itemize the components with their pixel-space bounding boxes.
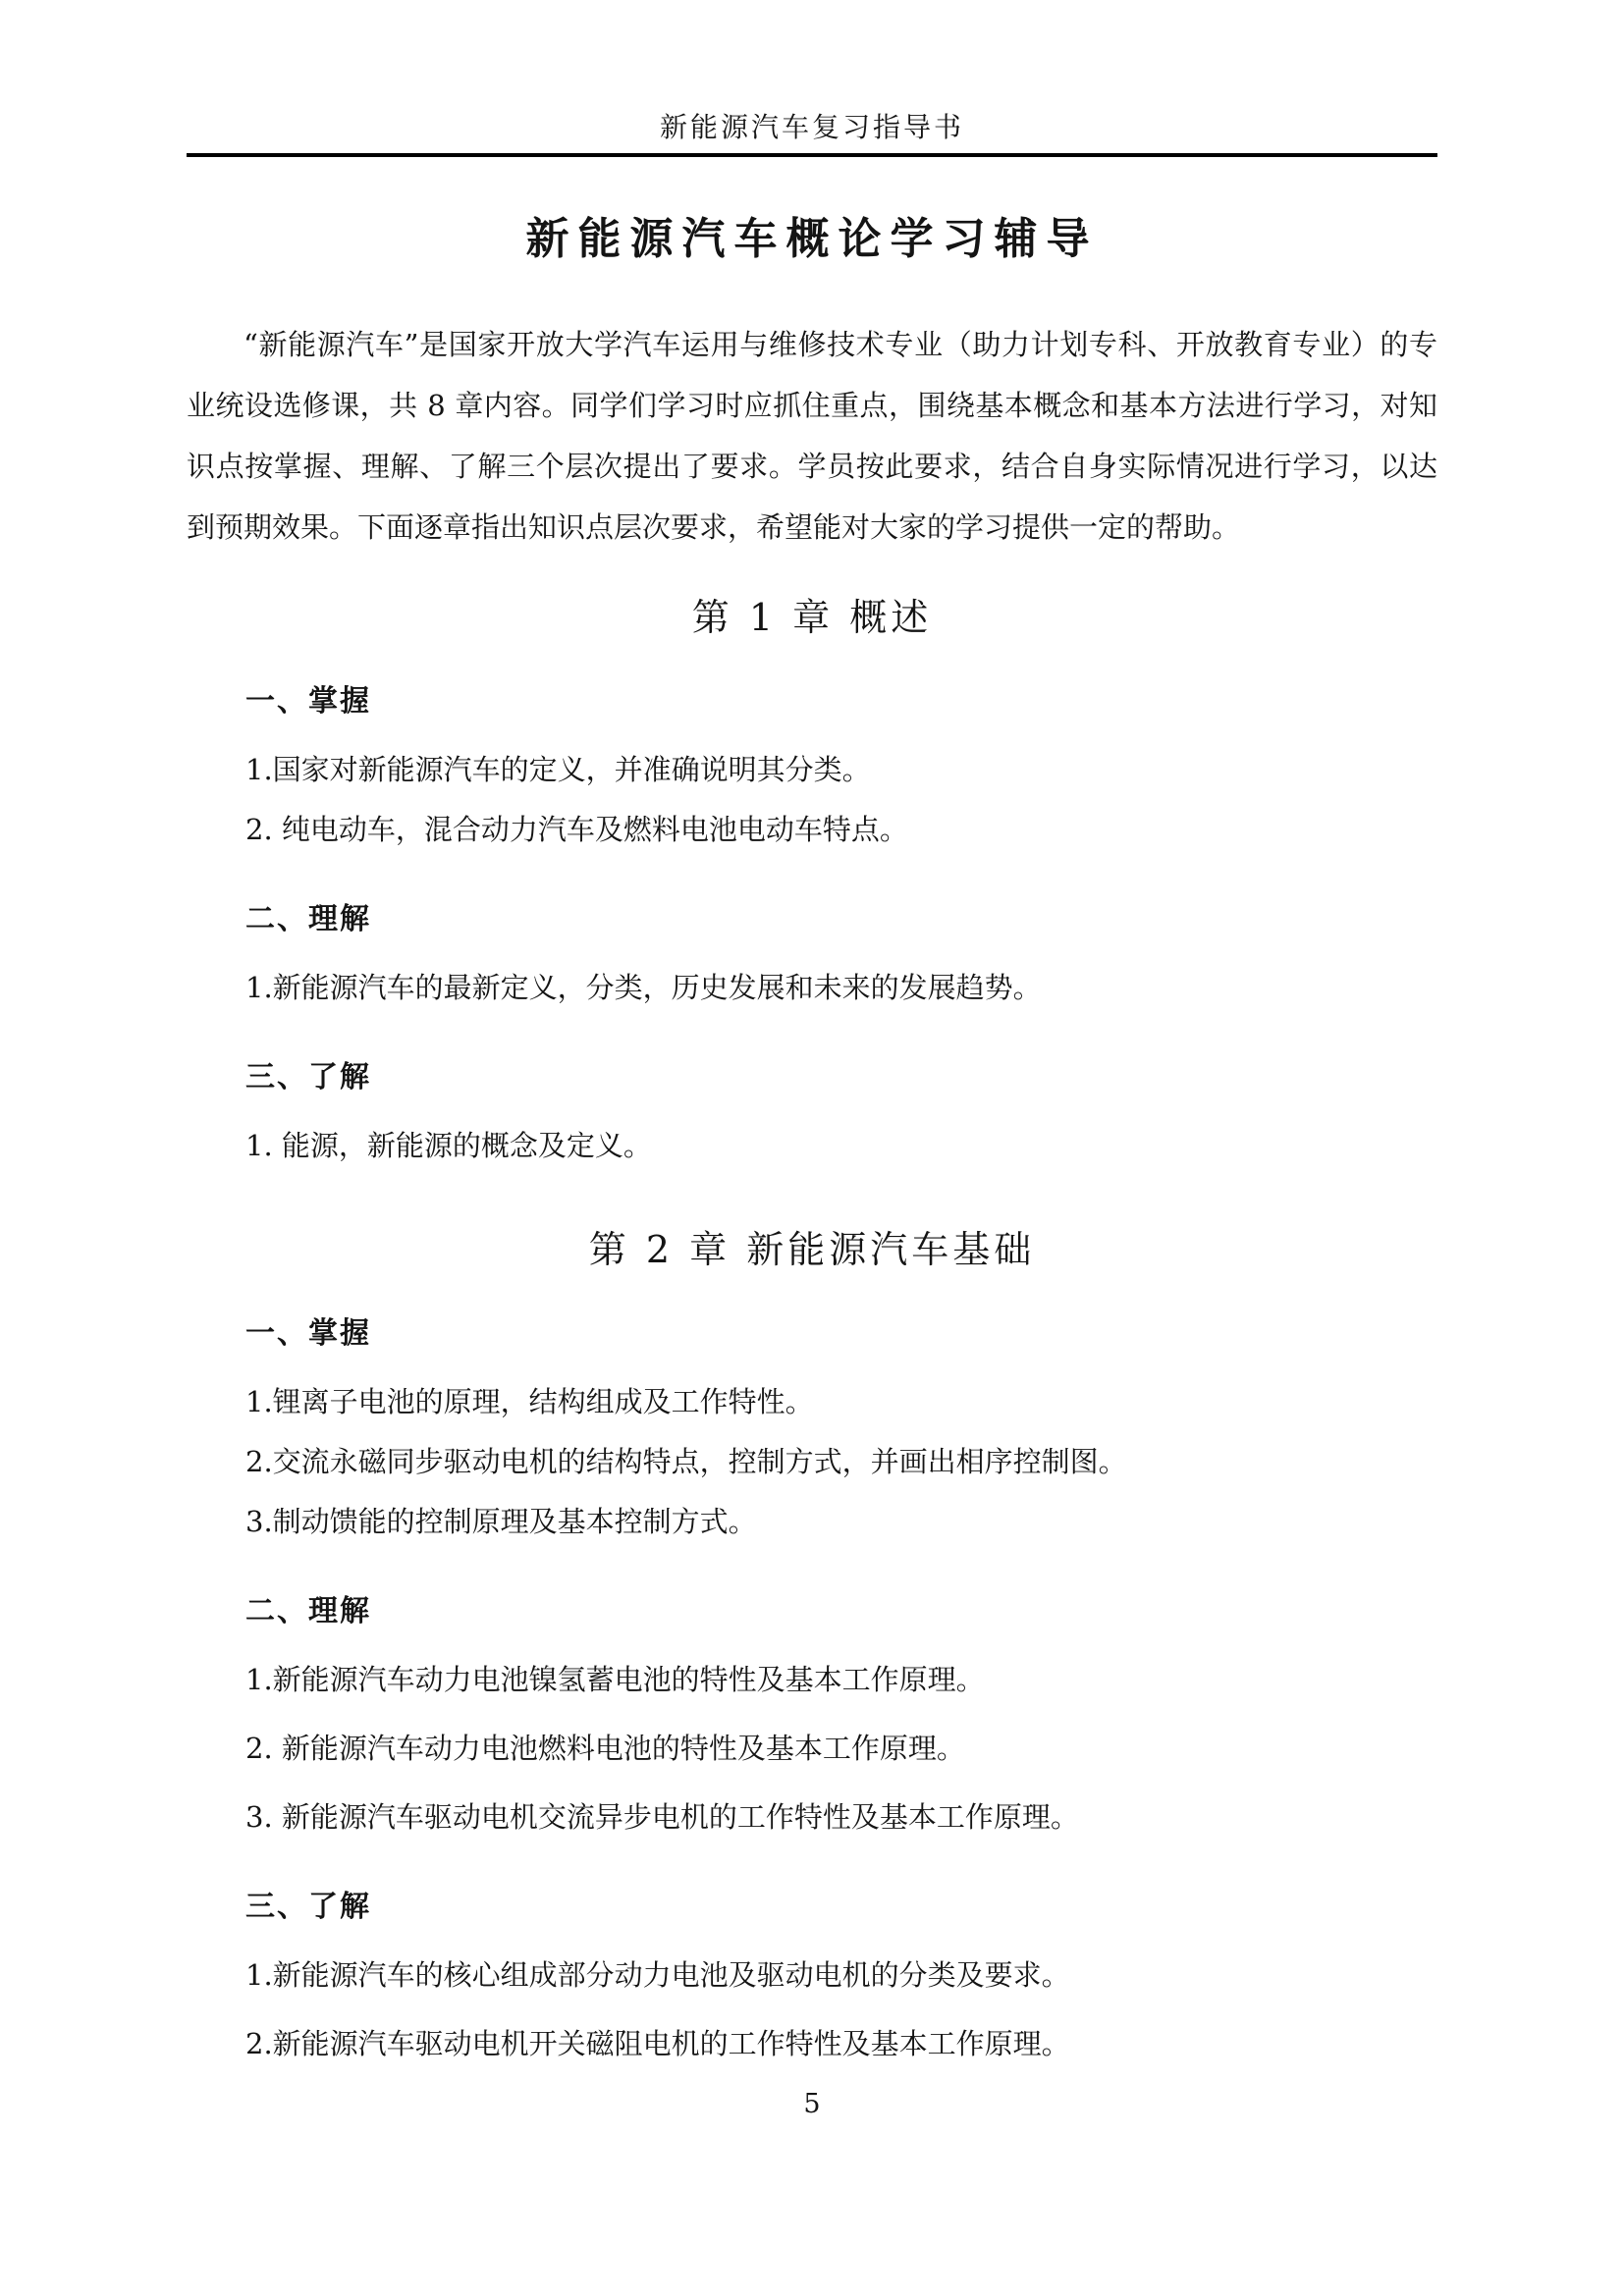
chapter-1-section-know-heading: 三、了解 bbox=[245, 1060, 371, 1095]
document-title: 新能源汽车概论学习辅导 bbox=[525, 214, 1099, 264]
list-item: 1.新能源汽车动力电池镍氢蓄电池的特性及基本工作原理。 bbox=[245, 1663, 985, 1696]
chapter-1-section-understand-heading: 二、理解 bbox=[245, 902, 371, 936]
chapter-2-section-master-heading: 一、掌握 bbox=[245, 1316, 371, 1351]
chapter-2-title: 第 2 章 新能源汽车基础 bbox=[588, 1228, 1036, 1271]
list-item: 3.制动馈能的控制原理及基本控制方式。 bbox=[245, 1505, 757, 1538]
header-divider bbox=[187, 153, 1437, 157]
list-item: 1.国家对新能源汽车的定义，并准确说明其分类。 bbox=[245, 753, 871, 786]
list-item: 1. 能源，新能源的概念及定义。 bbox=[245, 1129, 652, 1162]
list-item: 1.锂离子电池的原理，结构组成及工作特性。 bbox=[245, 1385, 814, 1418]
list-item: 2.新能源汽车驱动电机开关磁阻电机的工作特性及基本工作原理。 bbox=[245, 2027, 1070, 2060]
list-item: 1.新能源汽车的核心组成部分动力电池及驱动电机的分类及要求。 bbox=[245, 1958, 1070, 1992]
chapter-1-title: 第 1 章 概述 bbox=[691, 596, 933, 639]
running-head: 新能源汽车复习指导书 bbox=[659, 111, 964, 143]
intro-paragraph: “新能源汽车”是国家开放大学汽车运用与维修技术专业（助力计划专科、开放教育专业）的专业统设选修课，共 8 章内容。同学们学习时应抓住重点，围绕基本概念和基本方法进行学习，对知识点按掌握、理解、了解三个层次提出了要求。学员按此要求，结合自身实际情况进行学习，以达到预期效果。下面逐章指出知识点层次要求，希望能对大家的学习提供一定的帮助。 bbox=[187, 328, 1437, 544]
page-number: 5 bbox=[803, 2089, 821, 2119]
list-item: 3. 新能源汽车驱动电机交流异步电机的工作特性及基本工作原理。 bbox=[245, 1800, 1079, 1834]
list-item: 1.新能源汽车的最新定义，分类，历史发展和未来的发展趋势。 bbox=[245, 971, 1042, 1004]
list-item: 2. 新能源汽车动力电池燃料电池的特性及基本工作原理。 bbox=[245, 1732, 965, 1765]
chapter-2-section-understand-heading: 二、理解 bbox=[245, 1594, 371, 1629]
chapter-2-section-know-heading: 三、了解 bbox=[245, 1890, 371, 1924]
chapter-1-section-master-heading: 一、掌握 bbox=[245, 684, 371, 719]
list-item: 2.交流永磁同步驱动电机的结构特点，控制方式，并画出相序控制图。 bbox=[245, 1445, 1127, 1478]
list-item: 2. 纯电动车，混合动力汽车及燃料电池电动车特点。 bbox=[245, 813, 908, 846]
